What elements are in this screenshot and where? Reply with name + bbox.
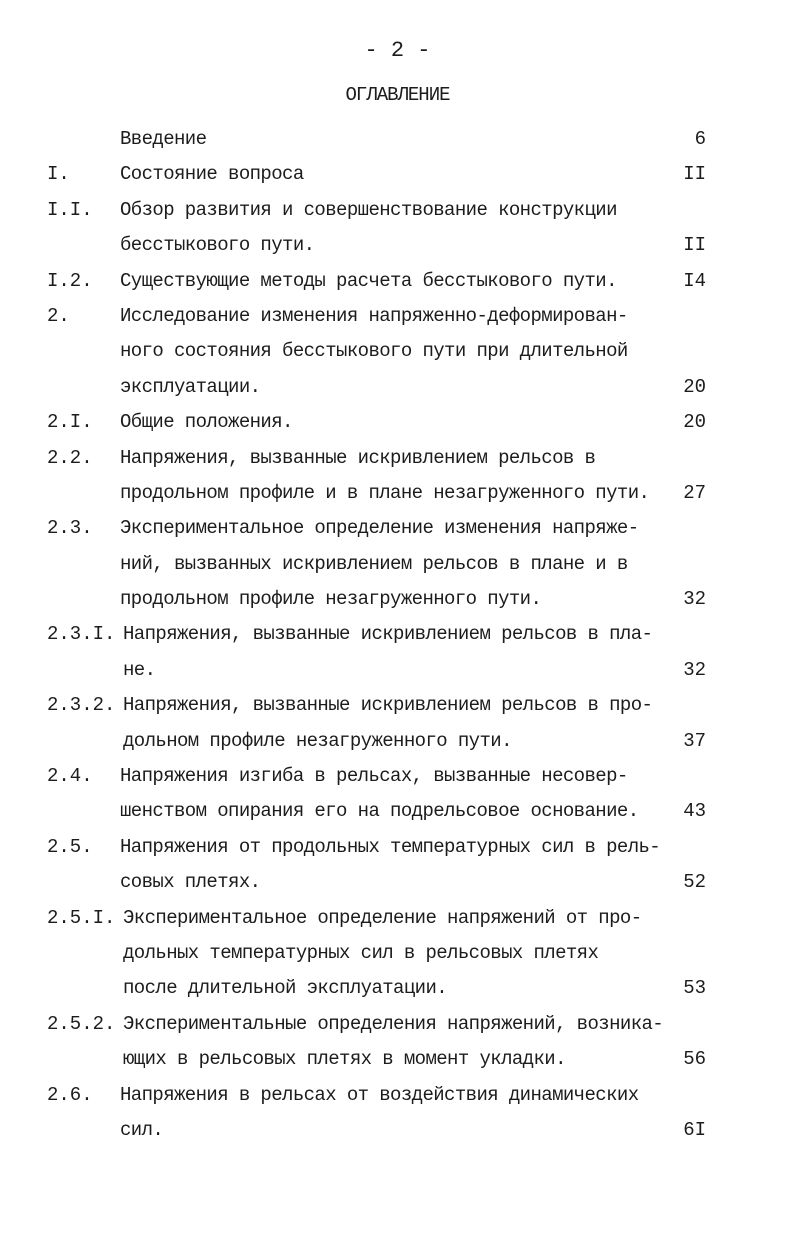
toc-line [0,549,795,584]
toc-section-number: 2.4. [47,765,93,788]
toc-section-title: Напряжения, вызванные искривлением рельсов в про- [123,694,653,717]
toc-line [0,230,795,265]
toc-section-number: 2.6. [47,1083,93,1106]
toc-page-number: 52 [683,871,706,894]
toc-line [0,513,795,548]
toc-page-number: 56 [683,1048,706,1071]
toc-section-number: I. [47,163,70,186]
toc-line [0,266,795,301]
toc-entry [0,832,795,903]
toc-section-number: 2.3. [47,517,93,540]
toc-section-title: совых плетях. [120,871,261,894]
toc-page-number: I4 [683,269,706,292]
toc-line [0,655,795,690]
toc-section-title: Общие положения. [120,411,293,434]
toc-entry [0,266,795,301]
toc-section-title: дольном профиле незагруженного пути. [123,729,512,752]
toc-section-number: 2. [47,304,70,327]
toc-line [0,407,795,442]
toc-entry [0,443,795,514]
toc-section-title: продольном профиле незагруженного пути. [120,588,542,611]
toc-section-title: дольных температурных сил в рельсовых плетях [123,941,599,964]
toc-line [0,973,795,1008]
toc-line [0,195,795,230]
toc-line [0,1080,795,1115]
toc-section-title: Обзор развития и совершенствование конструкции [120,198,617,221]
toc-section-number: 2.3.2. [47,694,116,717]
page-number: - 2 - [364,38,431,63]
toc-page-number: 27 [683,481,706,504]
toc-section-title: ющих в рельсовых плетях в момент укладки. [123,1048,566,1071]
toc-entry [0,690,795,761]
toc-section-title: Экспериментальное определение напряжений от про- [123,906,642,929]
toc-section-number: 2.I. [47,411,93,434]
toc-section-title: сил. [120,1118,164,1141]
toc-section-title: Экспериментальные определения напряжений, возника- [123,1012,664,1035]
toc-page-number: 53 [683,977,706,1000]
toc-section-number: 2.5. [47,835,93,858]
toc-section-title: после длительной эксплуатации. [123,977,448,1000]
toc-page-number: 43 [683,800,706,823]
toc-page-number: 32 [683,588,706,611]
toc-section-title: продольном профиле и в плане незагруженного пути. [120,481,650,504]
toc-entry [0,159,795,194]
toc-page-number: 20 [683,375,706,398]
table-of-contents [0,124,795,1150]
toc-section-number: 2.2. [47,446,93,469]
toc-entry [0,301,795,407]
toc-entry [0,619,795,690]
toc-page-number: 6I [683,1118,706,1141]
toc-section-number: 2.5.2. [47,1012,116,1035]
toc-page-number: II [683,234,706,257]
toc-line [0,1115,795,1150]
toc-line [0,761,795,796]
toc-line [0,336,795,371]
toc-line [0,690,795,725]
toc-line [0,478,795,513]
toc-entry [0,761,795,832]
page-title: ОГЛАВЛЕНИЕ [345,84,450,106]
toc-line [0,124,795,159]
toc-line [0,584,795,619]
toc-line [0,726,795,761]
toc-section-title: Экспериментальное определение изменения напряже- [120,517,639,540]
toc-section-title: Состояние вопроса [120,163,304,186]
toc-section-number: 2.3.I. [47,623,116,646]
toc-entry [0,1080,795,1151]
toc-section-title: Существующие методы расчета бесстыкового пути. [120,269,617,292]
toc-section-title: ний, вызванных искривлением рельсов в плане и в [120,552,628,575]
toc-section-title: шенством опирания его на подрельсовое основание. [120,800,639,823]
toc-section-title: Напряжения, вызванные искривлением рельсов в пла- [123,623,653,646]
toc-entry [0,195,795,266]
toc-section-title: ного состояния бесстыкового пути при длительной [120,340,628,363]
toc-line [0,372,795,407]
toc-page-number: II [683,163,706,186]
toc-line [0,1044,795,1079]
toc-line [0,832,795,867]
toc-line [0,938,795,973]
toc-line [0,867,795,902]
toc-section-number: I.I. [47,198,93,221]
toc-line [0,1009,795,1044]
toc-page-number: 32 [683,658,706,681]
toc-section-title: Исследование изменения напряженно-деформирован- [120,304,628,327]
toc-entry [0,124,795,159]
toc-section-title: Напряжения изгиба в рельсах, вызванные несовер- [120,765,628,788]
toc-section-number: I.2. [47,269,93,292]
toc-line [0,159,795,194]
toc-line [0,619,795,654]
toc-page-number: 6 [694,128,706,150]
toc-line [0,796,795,831]
toc-section-title: Напряжения от продольных температурных сил в рель- [120,835,661,858]
toc-entry [0,903,795,1009]
toc-line [0,903,795,938]
toc-entry [0,1009,795,1080]
toc-section-title: Напряжения, вызванные искривлением рельсов в [120,446,596,469]
toc-line [0,301,795,336]
toc-section-title: не. [123,658,156,681]
toc-section-title: Напряжения в рельсах от воздействия динамических [120,1083,639,1106]
toc-entry [0,407,795,442]
toc-page-number: 20 [683,411,706,434]
toc-section-number: 2.5.I. [47,906,116,929]
toc-line [0,443,795,478]
toc-entry [0,513,795,619]
toc-section-title: эксплуатации. [120,375,261,398]
toc-section-title: Введение [120,128,207,150]
toc-page-number: 37 [683,729,706,752]
toc-section-title: бесстыкового пути. [120,234,315,257]
